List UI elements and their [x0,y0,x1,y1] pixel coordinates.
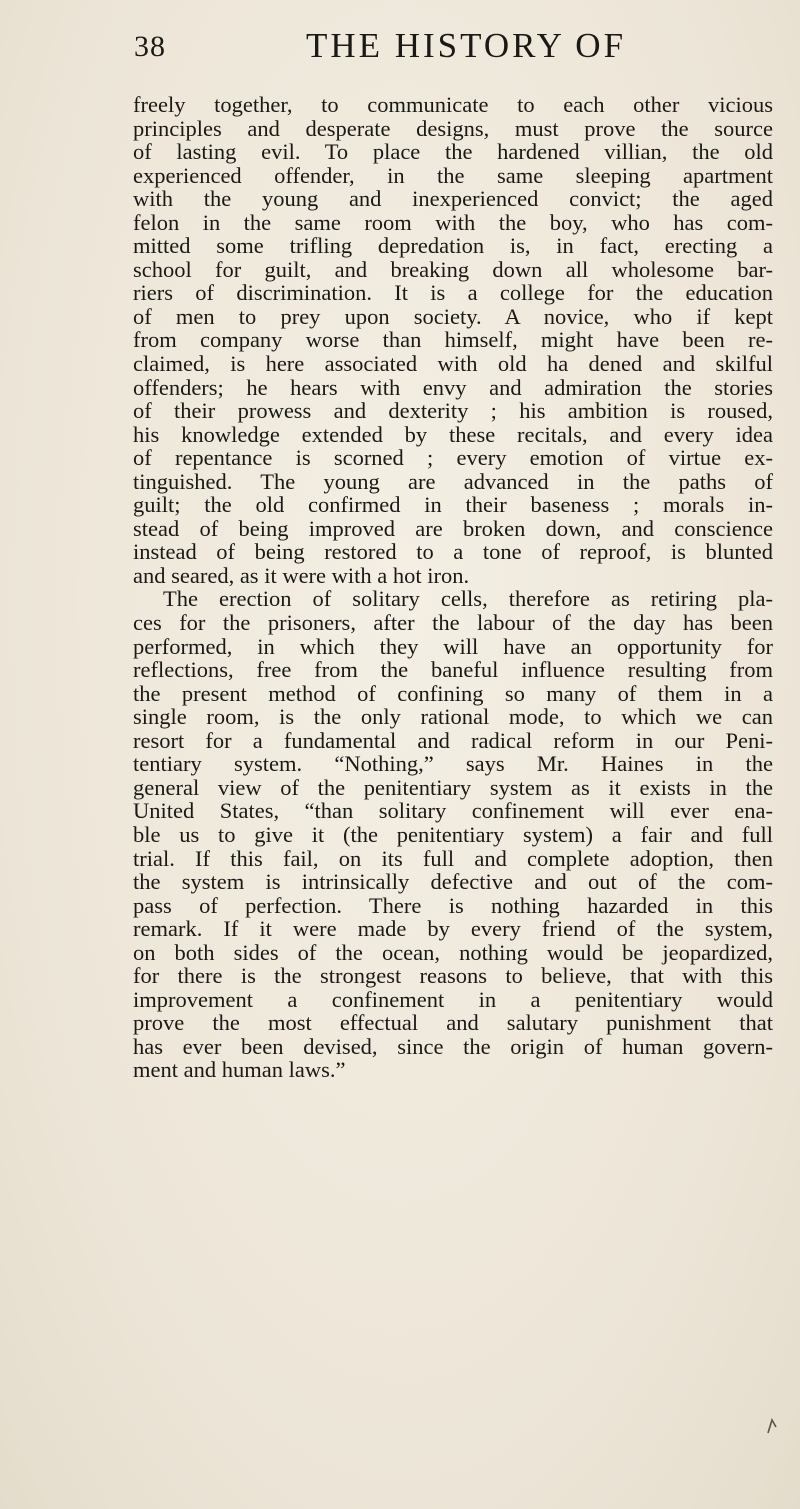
paragraph-start-line: The erection of solitary cells, therefore as retiring pla- [163,586,773,612]
text-line: United States, “than solitary confinement will ever ena- [133,798,773,824]
text-line: the system is intrinsically defective and out of the com- [133,869,773,895]
text-line: ble us to give it (the penitentiary system) a fair and full [133,821,773,847]
text-line: offenders; he hears with envy and admiration the stories [133,374,773,400]
text-line: the present method of confining so many of them in a [133,680,773,706]
page-number: 38 [134,30,166,63]
text-line: pass of perfection. There is nothing hazarded in this [133,892,773,918]
text-line: performed, in which they will have an opportunity for [133,633,773,659]
text-line: improvement a confinement in a penitentiary would [133,986,773,1012]
text-line: on both sides of the ocean, nothing would be jeopardized, [133,939,773,965]
text-line: of lasting evil. To place the hardened villian, the old [133,139,773,165]
text-line: with the young and inexperienced convict; the aged [133,186,773,212]
paragraph-end-line: ment and human laws.” [133,1057,346,1083]
text-line: reflections, free from the baneful influence resulting from [133,657,773,683]
text-line: freely together, to communicate to each other vicious [133,92,773,117]
text-line: felon in the same room with the boy, who has com- [133,209,773,235]
text-line: single room, is the only rational mode, to which we can [133,704,773,730]
text-line: prove the most effectual and salutary punishment that [133,1010,773,1036]
text-line: mitted some trifling depredation is, in fact, erecting a [133,233,773,259]
page-header [134,26,774,76]
text-line: remark. If it were made by every friend of the system, [133,916,773,942]
text-line: trial. If this fail, on its full and complete adoption, then [133,845,773,871]
text-line: of their prowess and dexterity ; his ambition is roused, [133,398,773,424]
text-line: has ever been devised, since the origin of human govern- [133,1033,773,1059]
text-line: experienced offender, in the same sleeping apartment [133,162,773,188]
text-line: of men to prey upon society. A novice, who if kept [133,303,773,329]
text-line: claimed, is here associated with old ha dened and skilful [133,351,773,377]
text-line: resort for a fundamental and radical reform in our Peni- [133,727,773,753]
text-line: of repentance is scorned ; every emotion of virtue ex- [133,445,773,471]
text-line: for there is the strongest reasons to believe, that with this [133,963,773,989]
text-line: stead of being improved are broken down, and conscience [133,515,773,541]
text-line: his knowledge extended by these recitals, and every idea [133,421,773,447]
running-head: THE HISTORY OF [305,26,627,65]
stray-ink-mark [765,1417,779,1435]
text-line: principles and desperate designs, must prove the source [133,115,773,141]
body-text [133,93,773,1082]
text-line: tinguished. The young are advanced in the paths of [133,468,773,494]
paragraph-end-line: and seared, as it were with a hot iron. [133,562,470,588]
text-line: guilt; the old confirmed in their baseness ; morals in- [133,492,773,518]
text-line: from company worse than himself, might have been re- [133,327,773,353]
text-line: instead of being restored to a tone of reproof, is blunted [133,539,773,565]
text-line: riers of discrimination. It is a college for the education [133,280,773,306]
text-line: school for guilt, and breaking down all wholesome bar- [133,256,773,282]
text-line: general view of the penitentiary system as it exists in the [133,774,773,800]
text-line: ces for the prisoners, after the labour of the day has been [133,610,773,636]
text-line: tentiary system. “Nothing,” says Mr. Haines in the [133,751,773,777]
